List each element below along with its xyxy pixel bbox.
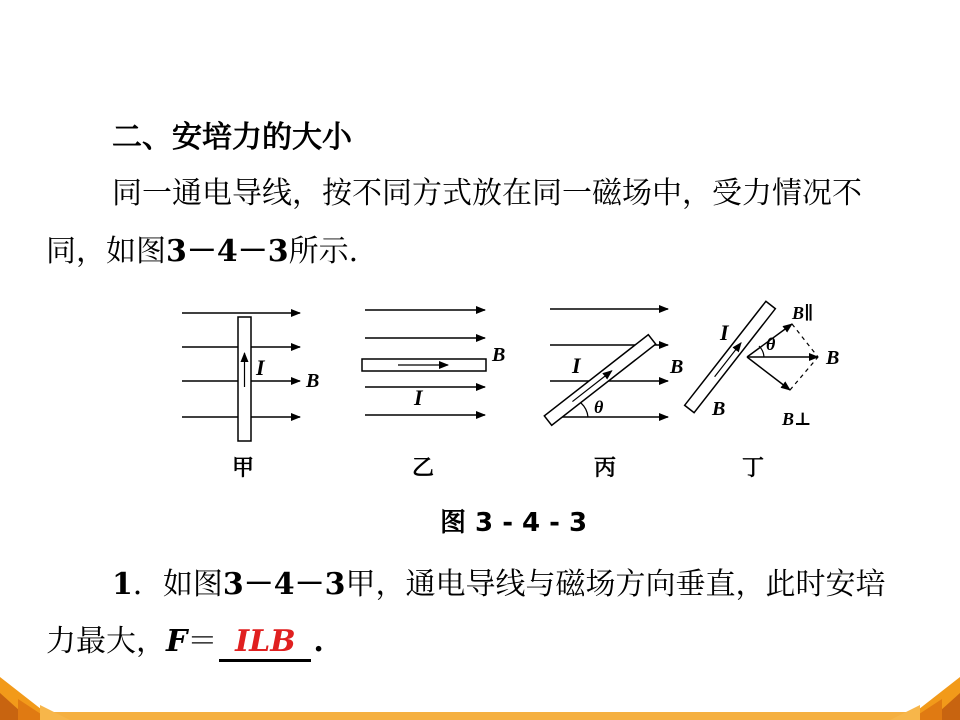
field-label: B xyxy=(670,356,684,378)
item-text: 甲，通电导线与磁场方向垂直，此时安培 xyxy=(345,567,886,602)
angle-label: θ xyxy=(766,334,776,354)
panel-yi xyxy=(362,310,505,480)
perpendicular-component-label: B⊥ xyxy=(782,409,812,429)
item-number: 1 xyxy=(112,567,133,602)
formula-equals: ＝ xyxy=(187,624,218,659)
panel-jia xyxy=(182,313,319,480)
section-heading: 二、安培力的大小 xyxy=(112,120,352,155)
answer-blank xyxy=(219,625,311,662)
item-text: ．如图 xyxy=(132,567,223,602)
panel-label-bing: 丙 xyxy=(594,455,617,480)
parallel-component-label: B∥ xyxy=(792,303,814,323)
paragraph-text: 所示. xyxy=(288,234,359,269)
field-label-lower: B xyxy=(712,398,726,420)
panel-label-jia: 甲 xyxy=(232,455,255,480)
formula-variable: F xyxy=(166,624,188,659)
field-label: B xyxy=(492,344,506,366)
figure-reference: 3－4－3 xyxy=(222,567,346,602)
current-label: I xyxy=(720,320,729,345)
item-1-line-1 xyxy=(112,565,886,605)
answer-text: ILB xyxy=(235,624,296,659)
panel-bing xyxy=(544,309,683,480)
current-label: I xyxy=(572,353,581,378)
panel-label-ding: 丁 xyxy=(742,455,765,480)
angle-label: θ xyxy=(594,397,604,417)
item-text: . xyxy=(313,624,324,659)
item-text: 力最大， xyxy=(46,624,166,659)
paragraph-text: 同，如图 xyxy=(46,234,166,269)
paragraph-line-2 xyxy=(46,232,358,272)
panel-ding xyxy=(685,301,840,480)
current-label: I xyxy=(414,385,423,410)
figure-reference: 3－4－3 xyxy=(166,234,289,269)
current-label: I xyxy=(256,355,265,380)
bottom-decoration xyxy=(0,665,960,720)
panel-label-yi: 乙 xyxy=(412,455,435,480)
field-label: B xyxy=(306,370,320,392)
paragraph-line-1: 同一通电导线，按不同方式放在同一磁场中，受力情况不 xyxy=(112,176,862,211)
magnetic-force-figure xyxy=(170,295,870,495)
figure-caption: 图 3 - 4 - 3 xyxy=(440,508,588,538)
item-1-line-2 xyxy=(46,622,324,662)
field-label: B xyxy=(826,347,840,369)
